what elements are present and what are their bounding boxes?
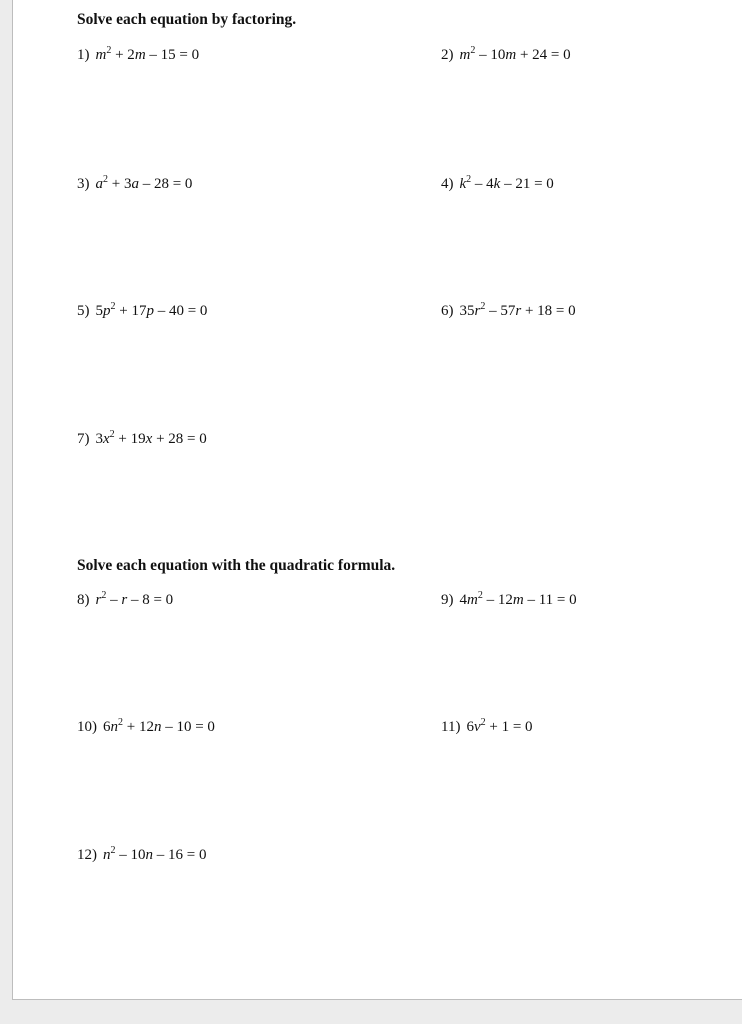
equation-term: + 1 = 0 bbox=[485, 719, 533, 735]
problem-7 bbox=[77, 431, 207, 448]
equation-term: – 10 bbox=[115, 847, 146, 863]
variable: a bbox=[95, 176, 103, 192]
variable: x bbox=[103, 431, 110, 447]
equation-term: – 40 = 0 bbox=[153, 303, 208, 319]
exponent: 2 bbox=[109, 429, 115, 440]
equation-term: – 16 = 0 bbox=[153, 847, 207, 863]
equation-term: 4 bbox=[459, 592, 467, 608]
equation-term: + 28 = 0 bbox=[152, 431, 207, 447]
problem-number: 8) bbox=[77, 592, 90, 608]
variable: m bbox=[134, 47, 146, 63]
equation-term: – 57 bbox=[485, 303, 516, 319]
problem-5 bbox=[77, 303, 207, 320]
section-heading-quadratic-formula: Solve each equation with the quadratic formula. bbox=[77, 557, 396, 574]
problem-1 bbox=[77, 47, 199, 64]
equation-term: – 11 = 0 bbox=[523, 592, 577, 608]
equation bbox=[466, 719, 532, 735]
variable: k bbox=[493, 176, 501, 192]
variable: m bbox=[505, 47, 517, 63]
variable: r bbox=[95, 592, 102, 608]
exponent: 2 bbox=[110, 301, 116, 312]
equation bbox=[460, 303, 576, 319]
problem-8 bbox=[77, 592, 173, 609]
equation bbox=[96, 592, 174, 608]
problem-3 bbox=[77, 176, 192, 193]
equation-term: – 10 = 0 bbox=[161, 719, 215, 735]
variable: m bbox=[512, 592, 524, 608]
equation-term: + 3 bbox=[108, 176, 132, 192]
equation-term: – 8 = 0 bbox=[127, 592, 174, 608]
equation-term: – bbox=[106, 592, 122, 608]
problem-12 bbox=[77, 847, 206, 864]
equation bbox=[103, 719, 215, 735]
equation bbox=[460, 592, 577, 608]
problem-number: 9) bbox=[441, 592, 454, 608]
variable: r bbox=[474, 303, 481, 319]
exponent: 2 bbox=[470, 45, 476, 56]
problem-number: 12) bbox=[77, 847, 97, 863]
equation-term: – 21 = 0 bbox=[500, 176, 554, 192]
variable: p bbox=[146, 303, 154, 319]
exponent: 2 bbox=[466, 174, 472, 185]
variable: a bbox=[131, 176, 139, 192]
equation bbox=[96, 431, 207, 447]
equation-term: – 10 bbox=[475, 47, 506, 63]
equation-term: + 19 bbox=[114, 431, 146, 447]
variable: m bbox=[467, 592, 478, 608]
exponent: 2 bbox=[103, 174, 108, 185]
equation-term: – 28 = 0 bbox=[138, 176, 193, 192]
equation-term: 6 bbox=[466, 719, 474, 735]
variable: x bbox=[145, 431, 153, 447]
equation bbox=[460, 47, 571, 63]
worksheet-page bbox=[12, 0, 742, 1000]
problem-11 bbox=[441, 719, 533, 736]
problem-2 bbox=[441, 47, 571, 64]
equation bbox=[460, 176, 554, 192]
variable: r bbox=[121, 592, 128, 608]
equation-term: – 12 bbox=[482, 592, 513, 608]
equation-term: – 4 bbox=[471, 176, 494, 192]
variable: n bbox=[110, 719, 118, 735]
variable: p bbox=[103, 303, 111, 319]
problem-10 bbox=[77, 719, 215, 736]
equation-term: 35 bbox=[459, 303, 475, 319]
variable: r bbox=[515, 303, 522, 319]
exponent: 2 bbox=[480, 301, 486, 312]
equation-term: + 12 bbox=[123, 719, 154, 735]
equation bbox=[96, 303, 208, 319]
problem-number: 10) bbox=[77, 719, 97, 735]
exponent: 2 bbox=[480, 717, 486, 728]
equation-term: 3 bbox=[95, 431, 103, 447]
equation-term: 5 bbox=[95, 303, 103, 319]
section-heading-factoring: Solve each equation by factoring. bbox=[77, 11, 297, 28]
variable: m bbox=[459, 47, 471, 63]
problem-9 bbox=[441, 592, 577, 609]
problem-number: 1) bbox=[77, 47, 90, 63]
variable: m bbox=[95, 47, 107, 63]
problem-number: 7) bbox=[77, 431, 90, 447]
variable: n bbox=[153, 719, 162, 735]
problem-number: 2) bbox=[441, 47, 454, 63]
equation bbox=[103, 847, 206, 863]
equation bbox=[96, 176, 193, 192]
variable: n bbox=[103, 847, 111, 863]
exponent: 2 bbox=[106, 45, 112, 56]
problem-number: 3) bbox=[77, 176, 90, 192]
exponent: 2 bbox=[101, 590, 107, 601]
equation-term: + 24 = 0 bbox=[516, 47, 571, 63]
exponent: 2 bbox=[477, 590, 483, 601]
problem-4 bbox=[441, 176, 554, 193]
variable: v bbox=[473, 719, 481, 735]
equation-term: – 15 = 0 bbox=[145, 47, 200, 63]
exponent: 2 bbox=[118, 717, 123, 728]
variable: n bbox=[145, 847, 153, 863]
problem-6 bbox=[441, 303, 576, 320]
equation-term: + 17 bbox=[115, 303, 147, 319]
problem-number: 11) bbox=[441, 719, 461, 735]
problem-number: 4) bbox=[441, 176, 454, 192]
equation-term: + 18 = 0 bbox=[521, 303, 576, 319]
problem-number: 6) bbox=[441, 303, 454, 319]
exponent: 2 bbox=[110, 845, 116, 856]
problem-number: 5) bbox=[77, 303, 90, 319]
variable: k bbox=[459, 176, 467, 192]
equation-term: + 2 bbox=[111, 47, 135, 63]
equation-term: 6 bbox=[103, 719, 111, 735]
equation bbox=[96, 47, 200, 63]
